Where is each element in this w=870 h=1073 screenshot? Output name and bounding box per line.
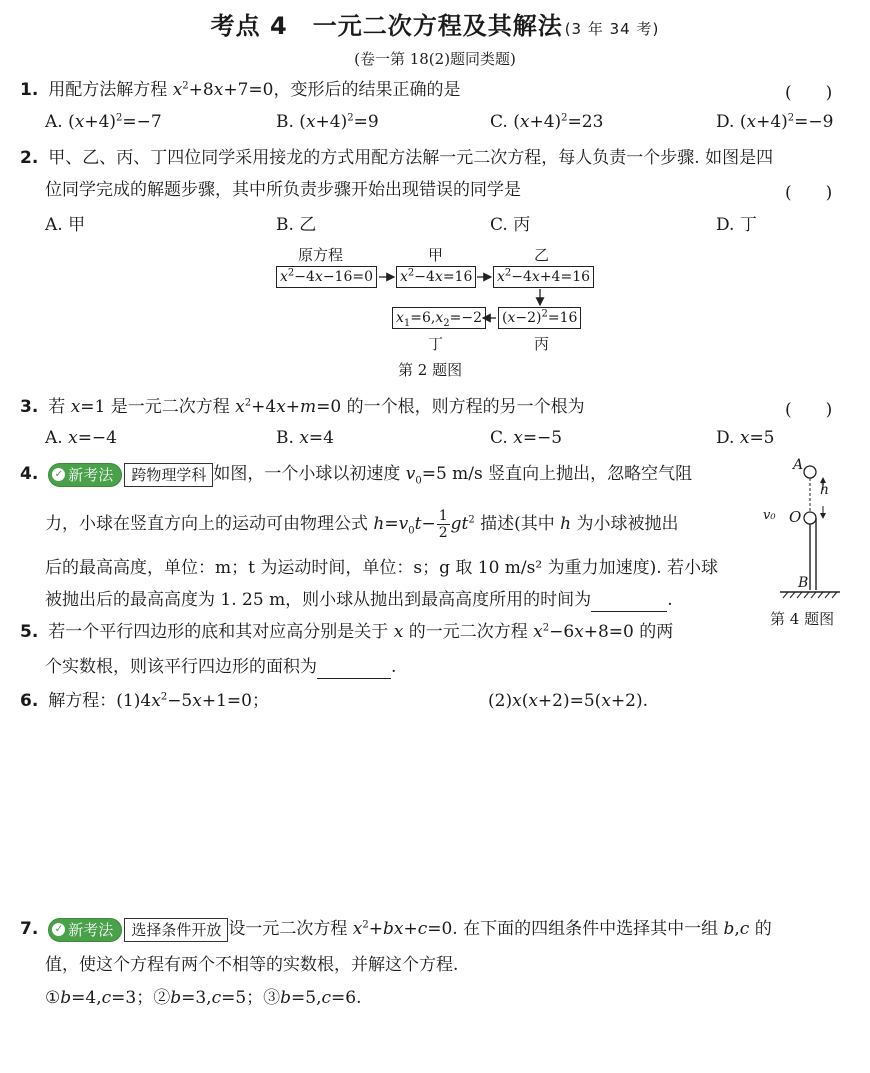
step-box-jia: $x^2-4x=16$	[396, 266, 476, 288]
question-number: 4.	[20, 464, 39, 484]
label-h: h	[820, 482, 830, 498]
q3-text-b: 是一元二次方程	[105, 397, 236, 417]
question-6: 6. 解方程：$(1)4x^2-5x+1=0$；	[20, 691, 269, 711]
option-d[interactable]: D. x=5	[716, 428, 775, 448]
label-jia: 甲	[428, 246, 444, 264]
option-a[interactable]: A. x=−4	[45, 428, 117, 448]
q7-line1-b: . 在下面的四组条件中选择其中一组	[452, 919, 724, 939]
option-c[interactable]: C. $(x+4)^2=23$	[490, 112, 604, 132]
option-b[interactable]: B. $(x+4)^2=9$	[276, 112, 379, 132]
page-subtitle: (卷一第 18(2)题同类题)	[354, 50, 516, 68]
q1-text-end: ，变形后的结果正确的是	[273, 80, 461, 100]
q2-line2: 位同学完成的解题步骤，其中所负责步骤开始出现错误的同学是	[45, 180, 521, 200]
fraction-half: $\frac{1}{2}$	[438, 508, 448, 541]
check-icon: ✓	[52, 923, 65, 936]
check-icon: ✓	[52, 468, 65, 481]
step-box-yi: $x^2-4x+4=16$	[493, 266, 594, 288]
q5-text: 若一个平行四边形的底和其对应高分别是关于	[48, 622, 394, 642]
label-v0: v₀	[763, 508, 776, 523]
q7-line1-c: 的	[749, 919, 772, 939]
question-number: 7.	[20, 919, 39, 939]
question-3: 3. 若 x=1 是一元二次方程 $x^2+4x+m=0$ 的一个根，则方程的另一个根为	[20, 397, 585, 417]
step-box-bing: $(x-2)^2=16$	[498, 307, 581, 329]
answer-blank[interactable]	[591, 593, 667, 612]
label-yi: 乙	[534, 246, 550, 264]
question-number: 5.	[20, 622, 39, 642]
figure-caption: 第 4 题图	[770, 610, 835, 628]
q7-line1: 设一元二次方程	[228, 919, 353, 939]
step-box-original: $x^2-4x-16=0$	[276, 266, 377, 288]
option-b[interactable]: B. 乙	[276, 215, 317, 235]
option-a[interactable]: A. $(x+4)^2=-7$	[45, 112, 162, 132]
q5-text-b: 的一元二次方程	[403, 622, 534, 642]
q3-text-c: 的一个根，则方程的另一个根为	[341, 397, 585, 417]
q4-line4: 被抛出后的最高高度为 1. 25 m，则小球从抛出到最高高度所用的时间为 .	[45, 590, 673, 610]
q4-line1-end: 竖直向上抛出，忽略空气阻	[482, 464, 693, 484]
q2-line1: 甲、乙、丙、丁四位同学采用接龙的方式用配方法解一元二次方程，每人负责一个步骤. 如图是四	[48, 148, 774, 168]
q7-conditions: ①b=4,c=3；②b=3,c=5；③b=5,c=6.	[45, 988, 362, 1008]
q4-line2: 力，小球在竖直方向上的运动可由物理公式 $h=v_0t-$ $\frac{1}{2}$ $gt^2$ 描述(其中 h 为小球被抛出	[45, 508, 679, 541]
option-c[interactable]: C. 丙	[490, 215, 531, 235]
title-text: 考点 4 一元二次方程及其解法	[210, 12, 563, 40]
option-d[interactable]: D. $(x+4)^2=-9$	[716, 112, 834, 132]
option-d[interactable]: D. 丁	[716, 215, 757, 235]
q6-text: 解方程：(1)	[48, 691, 141, 711]
q6-part2: (2)x(x+2)=5(x+2).	[488, 691, 649, 711]
question-number: 2.	[20, 148, 39, 168]
question-1: 1. 用配方法解方程 $x^2+8x+7=0$，变形后的结果正确的是	[20, 80, 461, 100]
question-number: 6.	[20, 691, 39, 711]
question-4: 4. ✓ 新考法 跨物理学科 如图，一个小球以初速度 $v_0=5$ m/s 竖直向上抛出，忽略空气阻	[20, 464, 693, 487]
label-b: B	[798, 575, 809, 591]
question-number: 3.	[20, 397, 39, 417]
question-7: 7. ✓ 新考法 选择条件开放 设一元二次方程 $x^2+bx+c=0$. 在下面的四组条件中选择其中一组 b,c 的	[20, 917, 772, 942]
option-b[interactable]: B. x=4	[276, 428, 334, 448]
question-5: 5. 若一个平行四边形的底和其对应高分别是关于 x 的一元二次方程 $x^2-6x+8=0$ 的两	[20, 622, 674, 642]
answer-area[interactable]	[45, 720, 845, 900]
q7-line2: 值，使这个方程有两个不相等的实数根，并解这个方程.	[45, 955, 459, 975]
answer-paren: ( )	[785, 400, 833, 420]
figure-caption: 第 2 题图	[398, 361, 463, 379]
answer-paren: ( )	[785, 83, 833, 103]
q1-text: 用配方法解方程	[48, 80, 173, 100]
q3-text: 若	[48, 397, 71, 417]
label-a: A	[793, 457, 804, 473]
q5-line2: 个实数根，则该平行四边形的面积为 .	[45, 657, 397, 677]
flow-arrows	[0, 0, 870, 380]
option-c[interactable]: C. x=−5	[490, 428, 563, 448]
label-ding: 丁	[428, 335, 444, 353]
option-a[interactable]: A. 甲	[45, 215, 86, 235]
q4-line3: 后的最高高度，单位：m；t 为运动时间，单位：s；g 取 10 m/s² 为重力加速度). 若小球	[45, 558, 719, 578]
answer-blank[interactable]	[317, 660, 391, 679]
label-o: O	[789, 508, 802, 526]
new-method-tag: ✓ 新考法	[48, 463, 122, 487]
step-box-ding: $x_1=6,x_2=-2$	[392, 307, 486, 329]
title-count: (3 年 34 考)	[564, 20, 660, 38]
question-number: 1.	[20, 80, 39, 100]
category-tag: 跨物理学科	[124, 463, 213, 487]
q4-line1: 如图，一个小球以初速度	[213, 464, 406, 484]
label-original: 原方程	[298, 246, 344, 264]
category-tag: 选择条件开放	[124, 918, 228, 942]
new-method-tag: ✓ 新考法	[48, 918, 122, 942]
answer-paren: ( )	[785, 183, 833, 203]
q5-text-c: 的两	[633, 622, 674, 642]
label-bing: 丙	[534, 335, 550, 353]
